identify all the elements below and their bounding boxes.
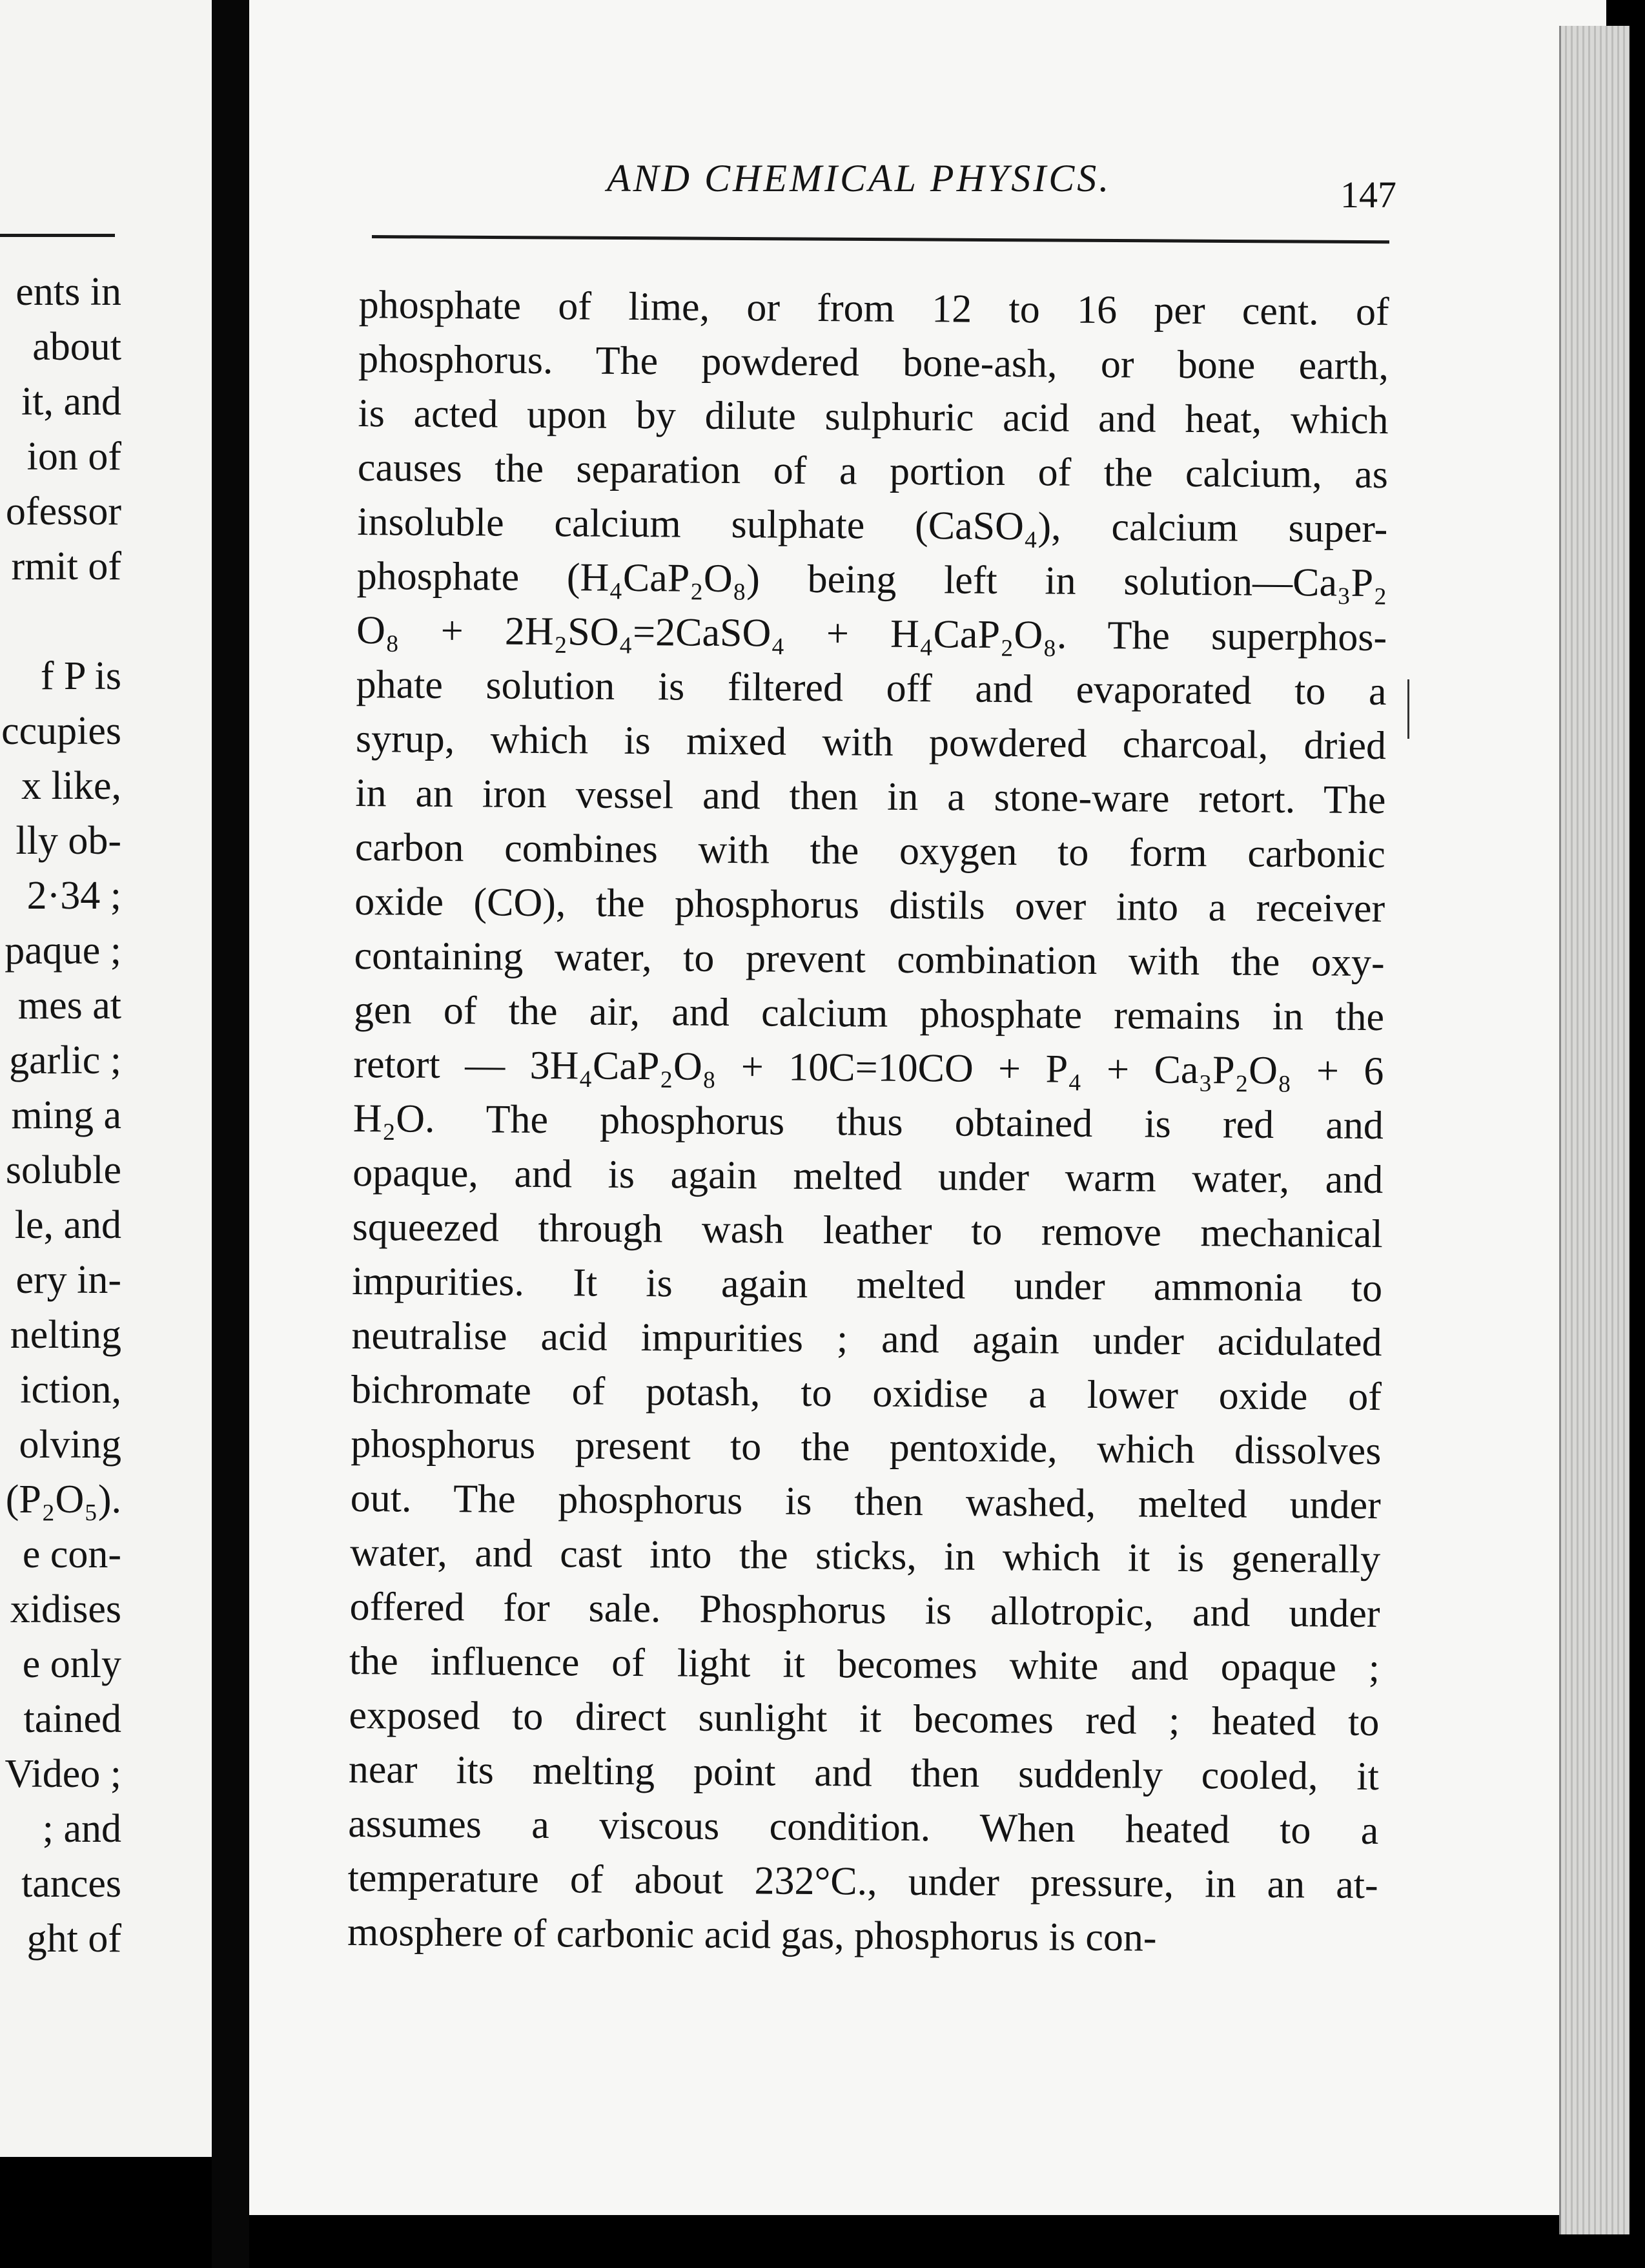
left-text-line: tained — [23, 1697, 121, 1741]
body-text-line: the influence of light it becomes white and opaque ; — [349, 1638, 1380, 1691]
body-text-line: mosphere of carbonic acid gas, phosphorus is con- — [347, 1910, 1157, 1960]
page-number: 147 — [1340, 174, 1396, 216]
left-text-line: f P is — [40, 654, 121, 698]
body-text-line: phate solution is filtered off and evaporated to a — [356, 662, 1387, 714]
body-text-line: causes the separation of a portion of the calcium, as — [357, 445, 1389, 497]
left-page-text — [1, 265, 121, 1966]
left-text-line: iction, — [20, 1368, 121, 1412]
left-text-line: mes at — [17, 984, 121, 1027]
left-text-line: ents in — [15, 270, 121, 314]
right-page — [249, 0, 1606, 2215]
left-text-line: ght of — [26, 1917, 121, 1961]
book-gutter — [212, 0, 249, 2268]
left-text-line: garlic ; — [9, 1038, 121, 1082]
left-page — [0, 0, 212, 2157]
body-text-line: retort — 3H₄CaP₂O₈ + 10C=10CO + P₄ + Ca₃P₂O₈ + 6 — [353, 1042, 1384, 1094]
left-text-line: le, and — [14, 1203, 121, 1247]
left-text-line: tances — [21, 1862, 121, 1906]
body-text-line: in an iron vessel and then in a stone-ware retort. The — [355, 770, 1386, 823]
body-text-line: opaque, and is again melted under warm water, and — [352, 1150, 1384, 1202]
body-text-line: squeezed through wash leather to remove mechanical — [352, 1204, 1383, 1257]
left-text-line: lly ob- — [15, 819, 121, 863]
body-text-line: H₂O. The phosphorus thus obtained is red and — [352, 1096, 1384, 1148]
left-text-line: soluble — [5, 1148, 121, 1192]
body-text-line: assumes a viscous condition. When heated to a — [348, 1801, 1379, 1853]
left-text-line: rmit of — [11, 544, 121, 588]
body-text-line: O₈ + 2H₂SO₄=2CaSO₄ + H₄CaP₂O₈. The superphos- — [356, 608, 1387, 660]
body-text-line: containing water, to prevent combination with the oxy- — [354, 933, 1385, 985]
left-text-line: about — [32, 325, 121, 369]
body-text-line: insoluble calcium sulphate (CaSO₄), calcium super- — [357, 499, 1388, 552]
left-text-line: it, and — [21, 380, 121, 424]
body-text-line: oxide (CO), the phosphorus distils over into a receiver — [354, 879, 1385, 931]
left-text-line: 2·34 ; — [26, 874, 121, 918]
body-text-line: water, and cast into the sticks, in which it is generally — [349, 1530, 1381, 1582]
body-text-line: phosphorus present to the pentoxide, which dissolves — [351, 1421, 1382, 1474]
left-text-line: e only — [22, 1642, 121, 1686]
body-text-line: carbon combines with the oxygen to form carbonic — [354, 825, 1386, 877]
body-text-line: out. The phosphorus is then washed, melted under — [350, 1476, 1382, 1528]
body-text-line: bichromate of potash, to oxidise a lower oxide of — [351, 1367, 1382, 1419]
body-text-line: syrup, which is mixed with powdered charcoal, dried — [355, 716, 1387, 768]
left-text-line: e con- — [22, 1532, 121, 1576]
body-text-line: near its melting point and then suddenly cooled, it — [348, 1747, 1380, 1799]
body-text-line: offered for sale. Phosphorus is allotropic, and under — [349, 1584, 1380, 1636]
left-text-line: ; and — [42, 1807, 121, 1851]
left-text-line: xidises — [10, 1587, 121, 1631]
page-edges — [1559, 26, 1630, 2234]
body-text-line: is acted upon by dilute sulphuric acid and heat, which — [358, 391, 1389, 443]
left-text-line — [1, 594, 121, 649]
running-head: AND CHEMICAL PHYSICS. — [607, 157, 1112, 200]
body-text-line: impurities. It is again melted under ammonia to — [351, 1259, 1383, 1311]
left-text-line: x like, — [21, 764, 121, 808]
body-text — [347, 278, 1389, 1966]
left-text-line: paque ; — [5, 929, 121, 973]
body-text-line: neutralise acid impurities ; and again under acidulated — [351, 1313, 1382, 1365]
left-text-line: ery in- — [15, 1258, 121, 1302]
left-text-line: ion of — [26, 435, 121, 479]
left-text-line: nelting — [10, 1313, 121, 1357]
header-rule — [372, 235, 1389, 243]
body-text-line: phosphate of lime, or from 12 to 16 per cent. of — [358, 282, 1389, 335]
left-text-line: ming a — [11, 1093, 121, 1137]
left-text-line: olving — [19, 1423, 121, 1467]
left-text-line: (P₂O₅). — [5, 1478, 121, 1521]
left-text-line: ofessor — [5, 490, 121, 533]
body-text-line: exposed to direct sunlight it becomes red ; heated to — [349, 1693, 1380, 1745]
body-text-line: phosphate (H₄CaP₂O₈) being left in solution—Ca₃P₂ — [356, 553, 1387, 606]
margin-mark — [1407, 679, 1409, 739]
body-text-line: temperature of about 232°C., under pressure, in an at- — [347, 1855, 1378, 1908]
left-text-line: Video ; — [5, 1752, 121, 1796]
left-text-line: ccupies — [1, 709, 121, 753]
body-text-line: gen of the air, and calcium phosphate remains in the — [353, 987, 1385, 1040]
left-header-rule — [0, 234, 115, 237]
body-text-line: phosphorus. The powdered bone-ash, or bone earth, — [358, 336, 1389, 389]
